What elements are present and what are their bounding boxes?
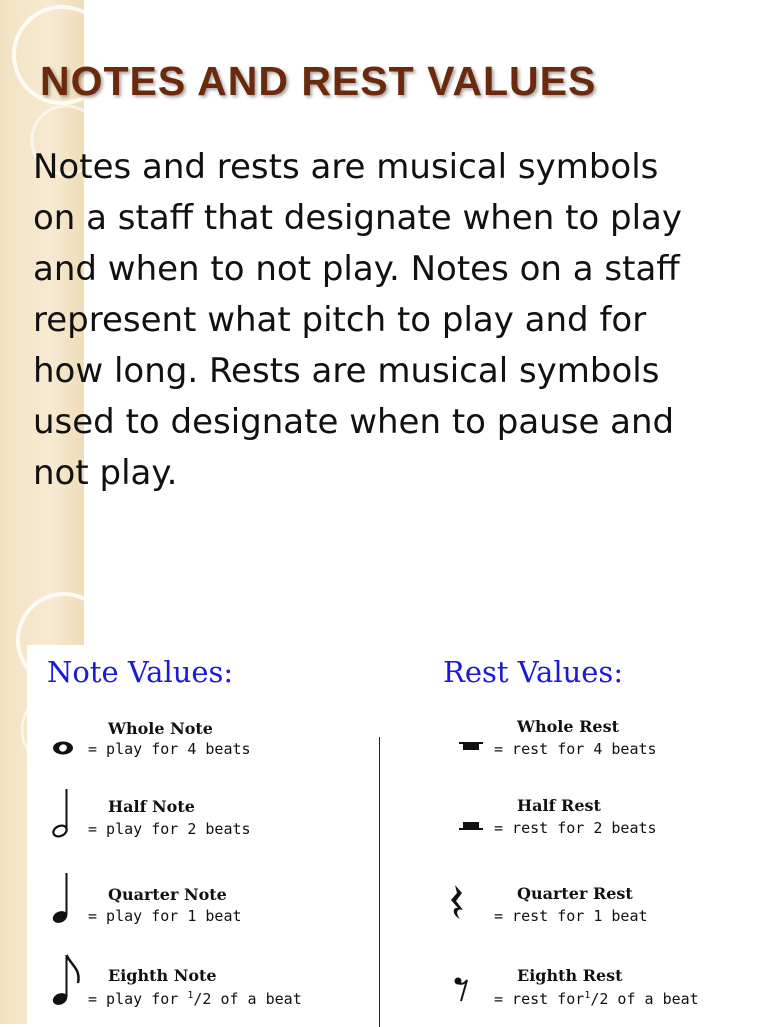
body-line: how long. Rests are musical symbols xyxy=(33,351,660,391)
eighth-rest-icon xyxy=(453,975,473,1005)
quarter-note-desc: = play for 1 beat xyxy=(88,907,242,925)
eighth-rest-name: Eighth Rest xyxy=(517,966,623,985)
eighth-note-icon xyxy=(49,953,85,1009)
note-rest-values-chart xyxy=(27,645,768,1024)
whole-rest-icon xyxy=(457,739,487,759)
half-note-name: Half Note xyxy=(108,797,195,816)
body-line: on a staff that designate when to play xyxy=(33,198,683,238)
half-note-desc: = play for 2 beats xyxy=(88,820,251,838)
half-rest-icon xyxy=(457,817,487,837)
body-line: used to designate when to pause and xyxy=(33,402,675,442)
body-line: and when to not play. Notes on a staff xyxy=(33,249,680,289)
rest-values-heading: Rest Values: xyxy=(443,655,624,689)
half-rest-desc: = rest for 2 beats xyxy=(494,819,657,837)
note-values-heading: Note Values: xyxy=(47,655,234,689)
eighth-note-desc: = play for $^1$/2 of a beat xyxy=(88,990,302,1008)
whole-rest-desc: = rest for 4 beats xyxy=(494,740,657,758)
body-paragraph xyxy=(33,142,733,499)
body-line: Notes and rests are musical symbols xyxy=(33,147,659,187)
column-divider xyxy=(379,737,380,1027)
half-rest-name: Half Rest xyxy=(517,796,601,815)
slide-title: NOTES AND REST VALUES xyxy=(40,58,597,104)
quarter-rest-icon xyxy=(447,883,471,927)
half-note-icon xyxy=(49,785,79,841)
whole-note-desc: = play for 4 beats xyxy=(88,740,251,758)
quarter-rest-desc: = rest for 1 beat xyxy=(494,907,648,925)
quarter-note-name: Quarter Note xyxy=(108,885,227,904)
whole-note-icon xyxy=(51,737,81,759)
whole-note-name: Whole Note xyxy=(108,719,213,738)
eighth-note-name: Eighth Note xyxy=(108,966,217,985)
whole-rest-name: Whole Rest xyxy=(517,717,619,736)
body-line: not play. xyxy=(33,453,178,493)
quarter-rest-name: Quarter Rest xyxy=(517,884,633,903)
quarter-note-icon xyxy=(49,871,79,927)
body-line: represent what pitch to play and for xyxy=(33,300,647,340)
eighth-rest-desc: = rest for$^1$/2 of a beat xyxy=(494,990,699,1008)
